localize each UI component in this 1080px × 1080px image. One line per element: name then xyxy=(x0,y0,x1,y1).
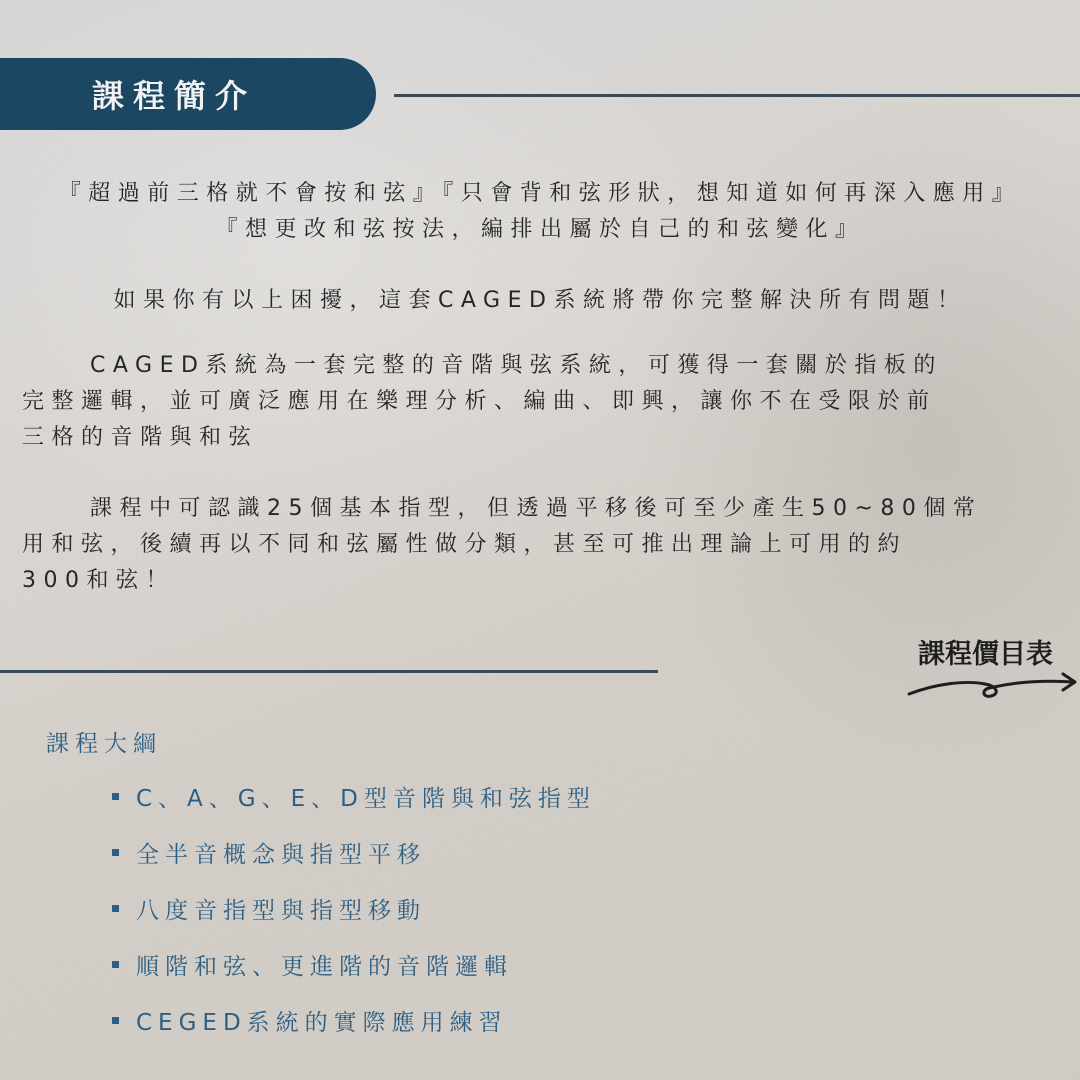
section-divider xyxy=(0,670,658,673)
list-item-label: CEGED系統的實際應用練習 xyxy=(136,1009,508,1036)
caged-description xyxy=(22,348,1072,456)
problem-statement: 如果你有以上困擾，這套CAGED系統將帶你完整解決所有問題！ xyxy=(113,288,967,313)
paragraph-line: 完整邏輯，並可廣泛應用在樂理分析、編曲、即興，讓你不在受限於前 xyxy=(22,389,937,414)
square-bullet-icon xyxy=(112,961,119,968)
header-divider xyxy=(394,94,1080,97)
paragraph-line: 用和弦，後續再以不同和弦屬性做分類，甚至可推出理論上可用的約 xyxy=(22,532,908,557)
section-header xyxy=(0,58,376,130)
list-item-label: C、A、G、E、D型音階與和弦指型 xyxy=(136,785,596,812)
paragraph-line: 課程中可認識25個基本指型，但透過平移後可至少產生50~80個常 xyxy=(90,496,983,521)
list-item xyxy=(112,834,596,870)
paragraph-line: 300和弦！ xyxy=(22,568,175,593)
list-item-label: 順階和弦、更進階的音階邏輯 xyxy=(136,953,513,980)
outline-title: 課程大綱 xyxy=(46,731,162,757)
quote-line-1: 『超過前三格就不會按和弦』『只會背和弦形狀，想知道如何再深入應用』 xyxy=(58,181,1022,206)
list-item xyxy=(112,1002,596,1038)
list-item-label: 全半音概念與指型平移 xyxy=(136,841,426,868)
paragraph-line: 三格的音階與和弦 xyxy=(22,425,259,450)
curly-arrow-right-icon[interactable] xyxy=(905,668,1080,702)
square-bullet-icon xyxy=(112,1017,119,1024)
square-bullet-icon xyxy=(112,793,119,800)
list-item xyxy=(112,778,596,814)
outline-list xyxy=(112,778,596,1058)
list-item xyxy=(112,946,596,982)
paragraph-line: CAGED系統為一套完整的音階與弦系統，可獲得一套關於指板的 xyxy=(90,353,943,378)
square-bullet-icon xyxy=(112,849,119,856)
course-content-description xyxy=(22,491,1072,599)
list-item xyxy=(112,890,596,926)
list-item-label: 八度音指型與指型移動 xyxy=(136,897,426,924)
square-bullet-icon xyxy=(112,905,119,912)
quote-line-2: 『想更改和弦按法，編排出屬於自己的和弦變化』 xyxy=(215,217,865,242)
section-title: 課程簡介 xyxy=(92,77,257,115)
price-list-link[interactable]: 課程價目表 xyxy=(918,639,1053,670)
